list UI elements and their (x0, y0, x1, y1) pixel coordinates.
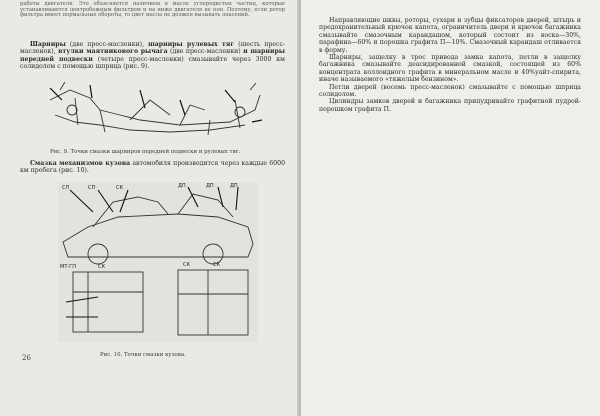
p1-bold-3: и шарниры передней подвески (20, 48, 285, 63)
right-paragraph-3: Петли дверей (восемь пресс-масленок) смазывайте с помощью шприца солидолом. (319, 83, 581, 99)
fig10-label-sk3: СК (183, 262, 191, 268)
left-page (0, 0, 299, 416)
top-fragment-text: работы двигателя. Это объясняется наличием в масле углеродистых частиц, которые устанавливаются центробежным фильтром и на ниже двигателя не поп. Поэтому, если ротор фильтра имеет нормальные обороты, то цвет масла не должен вызывать опасений. (20, 1, 285, 19)
figure-9-caption: Рис. 9. Точки смазки шарниров передней подвески и рулевых тяг. (50, 149, 241, 155)
fig10-label-dp3: ДП (230, 183, 238, 189)
figure-10-caption: Рис. 10. Точки смазки кузова. (100, 352, 186, 358)
right-paragraph-4: Цилиндры замков дверей и багажника припудривайте графитной пудрой-порошком графита П. (319, 98, 581, 113)
fig10-label-mt: МТ-ГП (60, 264, 76, 270)
p1-text-3: (две пресс-масленки) (167, 48, 244, 56)
right-paragraph-1: Направляющие шквы, роторы, сухари и зубцы фиксаторов дверей, штырь и предохранительный крючок капота, ограничитель двери и крючок багажника смазывайте смазочным карандашом, который состоит из воска—30%, парафина—60% и порошка графита П—10%. Смазочный карандаш отливается в форму. (319, 17, 581, 54)
p1-text-2: (шесть пресс-масленок), (20, 41, 285, 56)
figure-10-car-body-drawing (58, 182, 258, 342)
paragraph-body-lubrication (20, 160, 285, 175)
fig10-label-sk2: СК (98, 264, 106, 270)
p1-bold-2: втулки маятникового рычага (58, 48, 168, 56)
p1-bold-1: шарниры рулевых тяг (148, 41, 235, 48)
lead-hinges: Шарниры (30, 41, 66, 48)
fig10-label-sk1: СК (116, 185, 124, 191)
lead-body-lubrication: Смазка механизмов кузова (30, 160, 131, 167)
figure-9-suspension-drawing (30, 80, 280, 145)
fig10-label-dp2: ДП (206, 183, 214, 189)
page-number-left: 26 (22, 354, 31, 362)
fig10-label-sp2: СП (88, 185, 96, 191)
fig10-label-sk4: СК (213, 262, 221, 268)
paragraph-hinges (20, 41, 285, 71)
p1-text-1: (две пресс-масленки), (65, 41, 149, 48)
right-paragraph-2: Шарниры, защелку в трос привода замка капота, петли в защелку багажника смазывайте деасидированной смазкой, состоящей из 60% концентрата коллоидного графита в минеральном масле и 40%уайт-спирита, иначе называемого «тяжелым бензином». (319, 54, 581, 84)
fig10-label-sp1: СП (62, 185, 70, 191)
p2-text: автомобиля производится через каждые 6000 км пробега (рис. 10). (20, 160, 286, 175)
right-text-block (319, 17, 581, 113)
fig10-label-dp1: ДП (178, 183, 186, 189)
right-page (301, 0, 600, 416)
p1-text-4: (четыре пресс-масленки) смазывайте через 3000 км солидолом с помощью шприца (рис. 9). (20, 55, 285, 71)
